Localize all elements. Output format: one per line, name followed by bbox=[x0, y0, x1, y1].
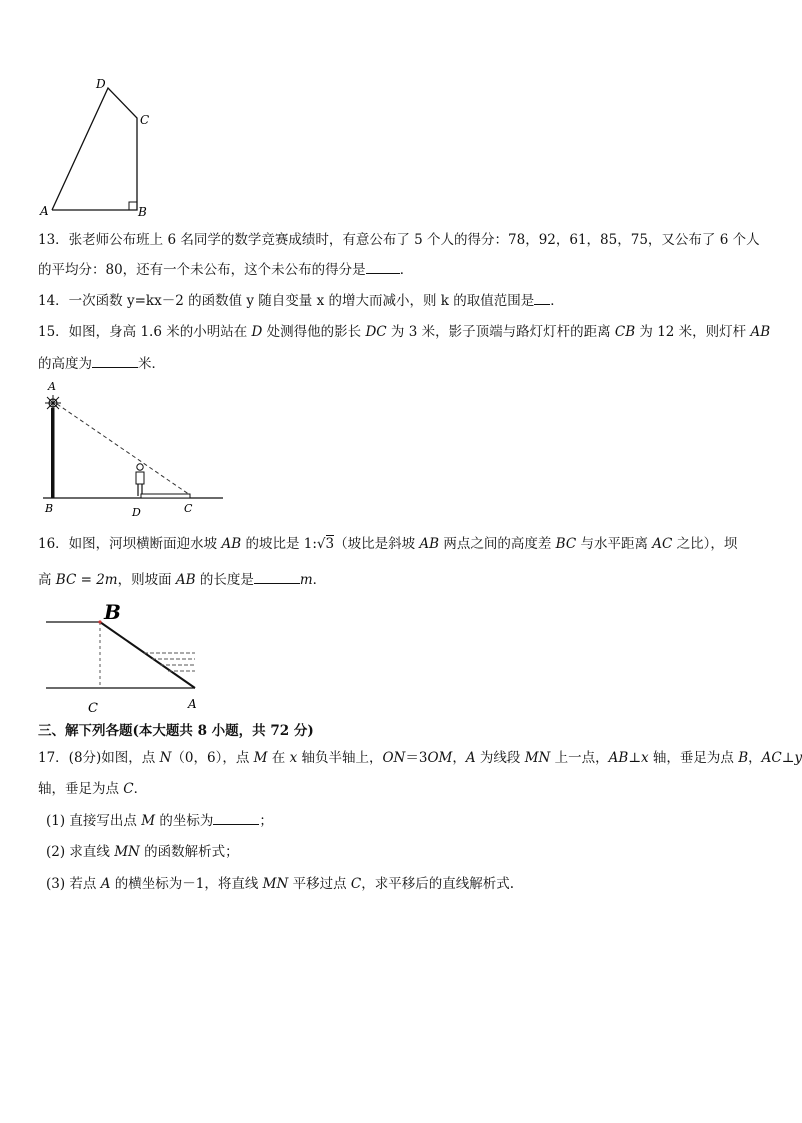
person-icon bbox=[136, 464, 144, 496]
q16-sqrt-value: 3 bbox=[325, 536, 335, 552]
q17-var-n: N bbox=[159, 750, 172, 766]
q16-var-expr: BC = 2m bbox=[55, 572, 118, 588]
label-d: D bbox=[132, 506, 141, 519]
sqrt-symbol: √ bbox=[316, 536, 326, 552]
q16-line2 bbox=[38, 569, 758, 590]
q17-var-b: B bbox=[738, 750, 749, 766]
q17-sub3-var-c: C bbox=[350, 876, 362, 892]
q13-text2-end: ． bbox=[399, 262, 414, 278]
q15-var-d: D bbox=[251, 324, 263, 340]
lamp-icon bbox=[45, 395, 61, 411]
q14-answer-blank[interactable] bbox=[534, 290, 550, 305]
q17-var-om: OM bbox=[427, 750, 453, 766]
q16-text-d: 两点之间的高度差 bbox=[439, 536, 556, 552]
label-c: C bbox=[184, 502, 193, 515]
q15-line1 bbox=[38, 322, 771, 342]
q17-perp-2: ⊥ bbox=[781, 750, 795, 766]
q16-text-b: 的坡比是 1: bbox=[241, 536, 317, 552]
q17-line2 bbox=[38, 779, 758, 799]
q17-sub3-text-d: ，求平移后的直线解析式. bbox=[361, 876, 515, 892]
section-3-heading: 三、解下列各题(本大题共 8 小题，共 72 分) bbox=[38, 723, 314, 739]
q15-text2: 的高度为 bbox=[38, 356, 92, 372]
q17-text2-b: ． bbox=[133, 781, 148, 797]
q13-text1: 13．张老师公布班上 6 名同学的数学竞赛成绩时，有意公布了 5 个人的得分：78，92，61，85，75，又公布了 6 个人 bbox=[38, 232, 760, 248]
q17-text-g: 为线段 bbox=[475, 750, 525, 766]
q17-sub1-var-m: M bbox=[141, 813, 156, 829]
q14-text: 14．一次函数 y=kx－2 的函数值 y 随自变量 x 的增大而减小，则 k 的取值范围是 bbox=[38, 293, 535, 309]
quadrilateral-figure bbox=[30, 70, 170, 225]
q15-var-dc: DC bbox=[365, 324, 387, 340]
q17-sub3-var-mn: MN bbox=[262, 876, 289, 892]
q17-var-m: M bbox=[253, 750, 268, 766]
q17-var-x: x bbox=[289, 750, 298, 766]
q17-sub1 bbox=[46, 810, 766, 831]
q17-text-b: （0，6），点 bbox=[171, 750, 254, 766]
dam-figure bbox=[40, 598, 210, 718]
q17-text-a: 17．(8分)如图，点 bbox=[38, 750, 160, 766]
q17-sub1-text-a: (1) 直接写出点 bbox=[46, 813, 142, 829]
q17-sub3-text-c: 平移过点 bbox=[288, 876, 351, 892]
q15-line2 bbox=[38, 353, 758, 374]
q17-var-mn: MN bbox=[524, 750, 551, 766]
label-a: A bbox=[188, 697, 197, 711]
label-b: B bbox=[138, 205, 147, 219]
q17-perp-1: ⊥ bbox=[628, 750, 642, 766]
q13-text2: 的平均分：80，还有一个未公布，这个未公布的得分是 bbox=[38, 262, 366, 278]
label-d: D bbox=[96, 77, 106, 91]
q16-text2-c: 的长度是 bbox=[195, 572, 254, 588]
q16-text2-d: ． bbox=[312, 572, 327, 588]
q17-sub1-text-b: 的坐标为 bbox=[155, 813, 214, 829]
q15-text-b: 处测得他的影长 bbox=[262, 324, 366, 340]
q15-text-e: 为 12 米，则灯杆 bbox=[635, 324, 751, 340]
q17-text-c: 在 bbox=[267, 750, 290, 766]
q17-sub3-var-a: A bbox=[100, 876, 111, 892]
q17-var-on: ON bbox=[382, 750, 406, 766]
label-b: B bbox=[104, 600, 121, 624]
q15-text-c: 为 3 米，影子顶端与路灯灯杆的距离 bbox=[386, 324, 615, 340]
q17-sub3 bbox=[46, 874, 766, 894]
q16-var-ab3: AB bbox=[175, 572, 196, 588]
lamppost-figure bbox=[40, 380, 230, 520]
q16-var-ab: AB bbox=[221, 536, 242, 552]
q17-sub2-text-b: 的函数解析式； bbox=[139, 844, 239, 860]
q16-text-a: 16．如图，河坝横断面迎水坡 bbox=[38, 536, 222, 552]
q17-var-ac: AC bbox=[761, 750, 782, 766]
q17-var-ab: AB bbox=[608, 750, 629, 766]
q16-answer-blank[interactable] bbox=[254, 569, 300, 584]
q17-sub2-text-a: (2) 求直线 bbox=[46, 844, 115, 860]
q17-text-k: ， bbox=[748, 750, 762, 766]
q13-answer-blank[interactable] bbox=[366, 259, 400, 274]
label-a: A bbox=[40, 204, 49, 218]
q16-var-bc: BC bbox=[555, 536, 577, 552]
q14-text-end: ． bbox=[550, 293, 564, 309]
q14-line bbox=[38, 290, 758, 311]
q17-text-f: ， bbox=[452, 750, 466, 766]
q17-var-y: y bbox=[794, 750, 802, 766]
q17-text-h: 上一点， bbox=[550, 750, 609, 766]
label-c: C bbox=[88, 701, 98, 716]
q17-var-a: A bbox=[465, 750, 476, 766]
q16-unit-m: m bbox=[299, 572, 313, 588]
q17-text-j: 轴，垂足为点 bbox=[648, 750, 739, 766]
q15-var-ab: AB bbox=[750, 324, 771, 340]
q17-text2-a: 轴，垂足为点 bbox=[38, 781, 124, 797]
q16-line1 bbox=[38, 534, 758, 554]
q16-text2-b: ，则坡面 bbox=[117, 572, 176, 588]
q15-text-a: 15．如图，身高 1.6 米的小明站在 bbox=[38, 324, 252, 340]
q17-sub1-text-c: ； bbox=[259, 813, 273, 829]
q13-line1 bbox=[38, 230, 758, 250]
q17-sub3-text-a: (3) 若点 bbox=[46, 876, 101, 892]
q17-line1 bbox=[38, 748, 802, 768]
q15-answer-blank[interactable] bbox=[92, 353, 138, 368]
q16-text-c: （坡比是斜坡 bbox=[334, 536, 420, 552]
q16-text-f: 之比），坝 bbox=[672, 536, 738, 552]
q16-var-ac: AC bbox=[652, 536, 673, 552]
q15-text2-end: 米． bbox=[138, 356, 165, 372]
q16-text-e: 与水平距离 bbox=[576, 536, 653, 552]
q17-var-x2: x bbox=[641, 750, 649, 766]
q16-var-ab2: AB bbox=[419, 536, 440, 552]
q13-line2 bbox=[38, 259, 758, 280]
q15-var-cb: CB bbox=[614, 324, 636, 340]
label-c: C bbox=[140, 113, 150, 127]
q17-sub3-text-b: 的横坐标为－1，将直线 bbox=[110, 876, 263, 892]
label-b: B bbox=[45, 502, 54, 515]
q17-text-e: ＝3 bbox=[405, 750, 428, 766]
q16-text2-a: 高 bbox=[38, 572, 56, 588]
q17-var-c: C bbox=[123, 781, 134, 797]
q17-text-d: 轴负半轴上， bbox=[297, 750, 383, 766]
q17-sub1-answer-blank[interactable] bbox=[213, 810, 259, 825]
q17-sub2-var-mn: MN bbox=[114, 844, 140, 860]
label-a: A bbox=[48, 380, 56, 393]
q17-sub2 bbox=[46, 842, 766, 862]
